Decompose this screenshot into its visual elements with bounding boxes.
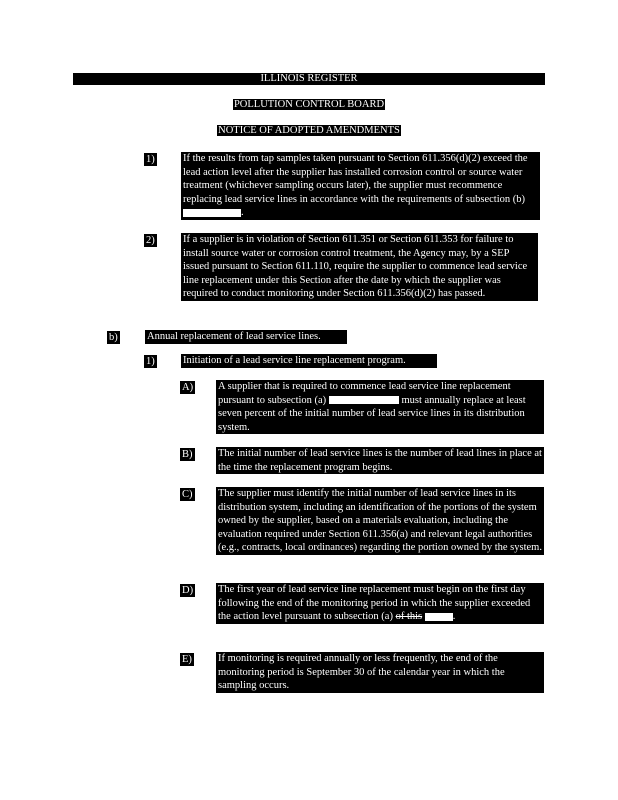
item-2-text: If a supplier is in violation of Section 611.351 or Section 611.353 for failure to install source water or corrosion control treatment, the Agency may, by a SEP issued pursuant to Section 611.110, require the supplier to commence lead service line replacement under this Section after the date by which the supplier was required to conduct monitoring under Section 611.356(d)(2) has passed. [181, 233, 538, 301]
subsection-b-heading: Annual replacement of lead service lines. [145, 330, 347, 344]
item-A-label: A) [182, 382, 194, 393]
b1-heading: Initiation of a lead service line replacement program. [181, 354, 437, 368]
item-C-text: The supplier must identify the initial number of lead service lines in its distribution system, including an identification of the portions of the system owned by the supplier, based on a materials evaluation, including the evaluation required under Section 611.356(a) and relevant legal authorities (e.g., contracts, local ordinances) regarding the portion owned by the system. [216, 487, 544, 555]
register-title: ILLINOIS REGISTER [260, 73, 358, 84]
redaction-mark [183, 209, 241, 217]
item-B-text: The initial number of lead service lines is the number of lead lines in place at the time the replacement program begins. [216, 447, 544, 474]
item-C-label: C) [182, 489, 193, 500]
item-E-text: If monitoring is required annually or less frequently, the end of the monitoring period is September 30 of the calendar year in which the sampling occurs. [216, 652, 544, 693]
item-2-label: 2) [146, 235, 155, 246]
item-D-label: D) [182, 585, 194, 596]
notice-title: NOTICE OF ADOPTED AMENDMENTS [218, 125, 400, 136]
item-E-label: E) [182, 654, 192, 665]
redaction-mark [329, 396, 399, 404]
redaction-mark [425, 613, 453, 621]
item-D-text: The first year of lead service line replacement must begin on the first day following the end of the monitoring period in which the supplier exceeded the action level pursuant to subsection (a) of this . [216, 583, 544, 624]
b1-label: 1) [146, 356, 155, 367]
item-1-text: If the results from tap samples taken pursuant to Section 611.356(d)(2) exceed the lead action level after the supplier has installed corrosion control or source water treatment (whichever sampling occurs later), the supplier must recommence replacing lead service lines in accordance with the requirements of subsection (b) . [181, 152, 540, 220]
item-B-label: B) [182, 449, 193, 460]
item-1-label: 1) [146, 154, 155, 165]
subsection-b-label: b) [109, 332, 118, 343]
item-A-text: A supplier that is required to commence lead service line replacement pursuant to subsection (a) must annually replace at least seven percent of the initial number of lead service lines in its distribution system. [216, 380, 544, 434]
board-title: POLLUTION CONTROL BOARD [233, 99, 385, 110]
